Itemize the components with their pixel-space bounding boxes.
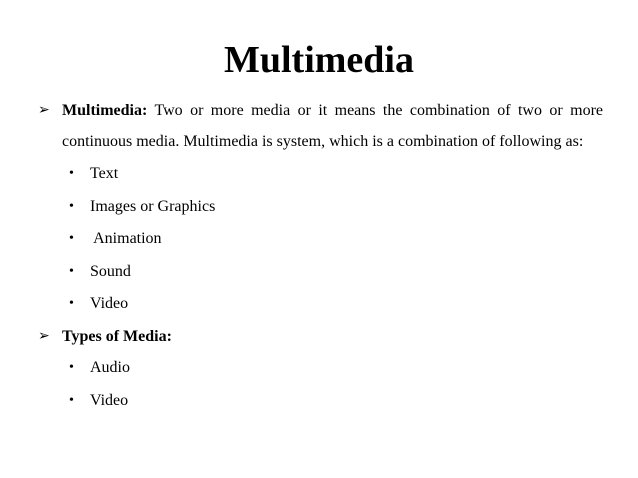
arrow-bullet-icon: ➢	[38, 328, 50, 344]
arrow-bullet-icon: ➢	[38, 102, 50, 118]
list-item	[38, 288, 603, 321]
bullet-list	[38, 158, 603, 321]
list-item	[38, 385, 603, 418]
list-item-text: Audio	[90, 359, 130, 376]
section-heading: Multimedia:	[62, 102, 148, 119]
list-item-text: Video	[90, 295, 129, 312]
bullet-dot-icon: •	[69, 360, 74, 375]
section-paragraph	[38, 321, 603, 352]
bullet-dot-icon: •	[69, 392, 74, 408]
list-item	[38, 256, 603, 289]
list-item	[38, 223, 603, 256]
list-item-text: Images or Graphics	[90, 197, 216, 215]
bullet-dot-icon: •	[69, 198, 74, 214]
section-text: Two or more media or it means the combination of two or more continuous media. Multimedia is system, which is a combination of following as:	[62, 102, 603, 150]
list-item	[38, 352, 603, 385]
bullet-list	[38, 352, 603, 417]
list-item-text: Video	[90, 391, 129, 409]
section-heading: Types of Media:	[62, 328, 172, 345]
bullet-dot-icon: •	[69, 263, 74, 279]
list-item	[38, 158, 603, 191]
slide-title: Multimedia	[224, 39, 414, 81]
bullet-dot-icon: •	[69, 166, 74, 181]
list-item	[38, 191, 603, 224]
list-item-text: Animation	[90, 230, 162, 247]
list-item-text: Sound	[90, 262, 131, 280]
list-item-text: Text	[90, 165, 119, 182]
section-paragraph	[38, 95, 603, 157]
bullet-dot-icon: •	[69, 296, 74, 311]
section-types-of-media	[38, 321, 603, 417]
section-multimedia	[38, 95, 603, 321]
bullet-dot-icon: •	[69, 231, 74, 246]
